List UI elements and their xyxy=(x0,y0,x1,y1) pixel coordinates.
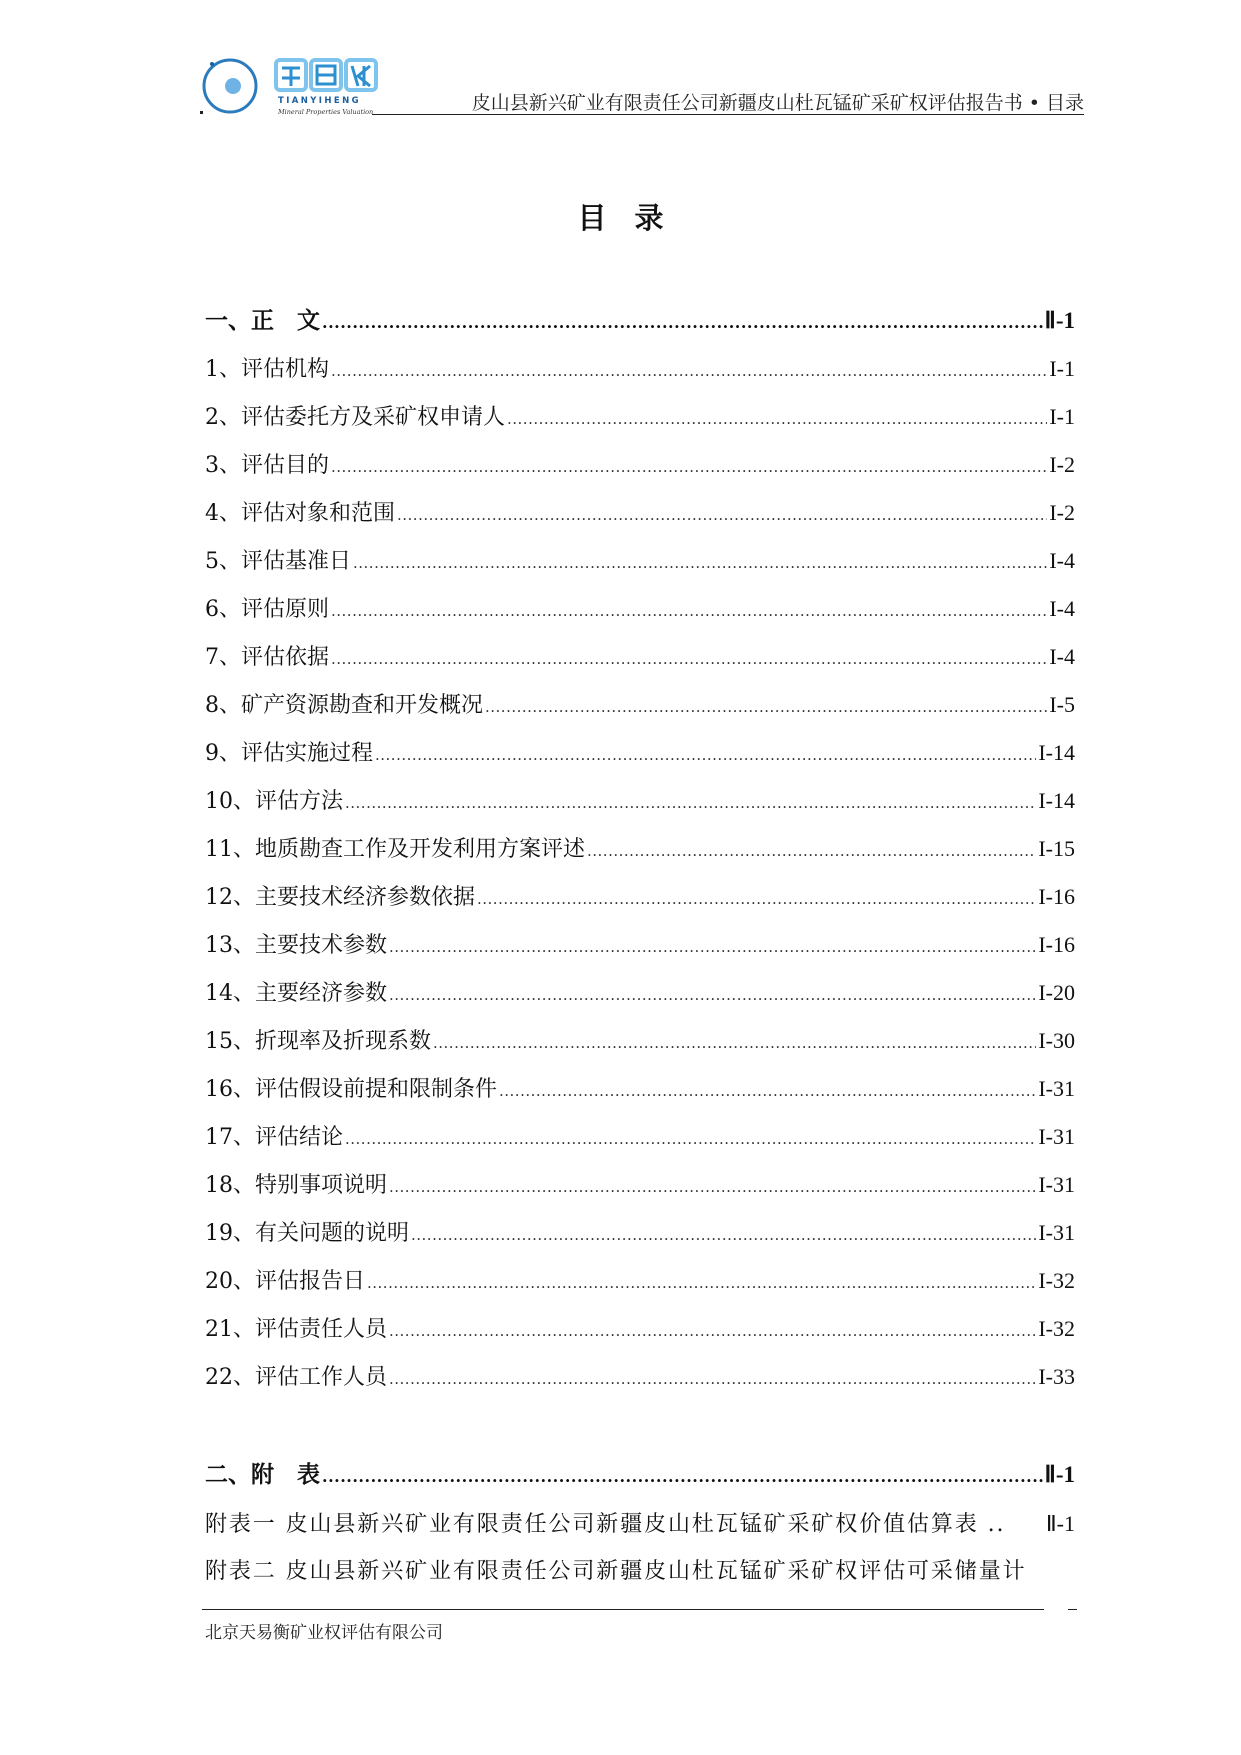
toc-leader xyxy=(397,500,1047,530)
toc-page: I-31 xyxy=(1038,1124,1075,1149)
toc-label: 9、评估实施过程 xyxy=(205,741,373,766)
toc-item[interactable] xyxy=(205,1266,1075,1298)
toc-item[interactable] xyxy=(205,402,1075,434)
toc-leader xyxy=(389,980,1036,1010)
toc-item[interactable] xyxy=(205,1170,1075,1202)
toc-page: I-32 xyxy=(1038,1268,1075,1293)
logo-tagline: Mineral Properties Valuation xyxy=(278,108,374,116)
toc-label: 18、特别事项说明 xyxy=(205,1173,387,1198)
toc-label: 2、评估委托方及采矿权申请人 xyxy=(205,405,505,430)
toc-leader xyxy=(389,1364,1036,1394)
toc-label: 3、评估目的 xyxy=(205,453,329,478)
toc-label: 8、矿产资源勘查和开发概况 xyxy=(205,693,483,718)
toc-item[interactable] xyxy=(205,1122,1075,1154)
toc-item[interactable] xyxy=(205,1026,1075,1058)
header-divider xyxy=(372,114,1084,115)
toc-label: 1、评估机构 xyxy=(205,357,329,382)
toc-item[interactable] xyxy=(205,882,1075,914)
toc-label: 10、评估方法 xyxy=(205,789,343,814)
toc-leader xyxy=(499,1076,1036,1106)
toc-leader xyxy=(322,1462,1043,1492)
toc-leader xyxy=(331,452,1047,482)
toc-page: I-4 xyxy=(1049,644,1075,669)
toc-page: I-4 xyxy=(1049,596,1075,621)
company-logo xyxy=(202,56,382,118)
toc-leader xyxy=(375,740,1036,770)
toc-item[interactable] xyxy=(205,978,1075,1010)
toc-page: Ⅱ-1 xyxy=(1045,1511,1075,1536)
toc-page: I-2 xyxy=(1049,500,1075,525)
toc-label: 6、评估原则 xyxy=(205,597,329,622)
toc-section-appendix-tables[interactable] xyxy=(205,1460,1075,1492)
toc-label: 16、评估假设前提和限制条件 xyxy=(205,1077,497,1102)
toc-item[interactable] xyxy=(205,594,1075,626)
toc-item[interactable] xyxy=(205,738,1075,770)
toc-page: I-31 xyxy=(1038,1076,1075,1101)
toc-page: I-14 xyxy=(1038,788,1075,813)
page-title: 目录 xyxy=(577,201,692,235)
toc-label: 11、地质勘查工作及开发利用方案评述 xyxy=(205,837,585,862)
toc-item[interactable] xyxy=(205,546,1075,578)
header-dot xyxy=(200,111,203,114)
footer-divider xyxy=(202,1609,1044,1610)
logo-wordmark-icon xyxy=(274,56,378,96)
toc-leader xyxy=(367,1268,1036,1298)
toc-page: I-1 xyxy=(1049,404,1075,429)
toc-label: 20、评估报告日 xyxy=(205,1269,365,1294)
toc-appendix-item[interactable] xyxy=(205,1557,1075,1587)
toc-leader xyxy=(411,1220,1036,1250)
toc-leader xyxy=(353,548,1047,578)
toc-page: I-1 xyxy=(1049,356,1075,381)
toc-leader xyxy=(331,596,1047,626)
toc-page: I-31 xyxy=(1038,1220,1075,1245)
toc-page: I-20 xyxy=(1038,980,1075,1005)
toc-leader xyxy=(389,1172,1036,1202)
toc-label: 22、评估工作人员 xyxy=(205,1365,387,1390)
toc-item[interactable] xyxy=(205,498,1075,530)
toc-label: 13、主要技术参数 xyxy=(205,933,387,958)
toc-item[interactable] xyxy=(205,786,1075,818)
toc-appendix-item[interactable] xyxy=(205,1509,1075,1540)
toc-item[interactable] xyxy=(205,354,1075,386)
toc-section-main-text[interactable] xyxy=(205,306,1075,338)
toc-page: I-31 xyxy=(1038,1172,1075,1197)
toc-item[interactable] xyxy=(205,642,1075,674)
page-header xyxy=(202,48,1084,118)
toc-item[interactable] xyxy=(205,834,1075,866)
toc-page: I-30 xyxy=(1038,1028,1075,1053)
toc-label: 附表二 皮山县新兴矿业有限责任公司新疆皮山杜瓦锰矿采矿权评估可采储量计 xyxy=(205,1559,1027,1584)
toc-page: I-16 xyxy=(1038,884,1075,909)
toc-label: 附表一 皮山县新兴矿业有限责任公司新疆皮山杜瓦锰矿采矿权价值估算表 .. xyxy=(205,1512,1006,1537)
toc-leader xyxy=(389,1316,1036,1346)
toc-leader xyxy=(331,356,1047,386)
toc-leader xyxy=(477,884,1036,914)
toc-label: 4、评估对象和范围 xyxy=(205,501,395,526)
toc-item[interactable] xyxy=(205,450,1075,482)
toc-leader xyxy=(331,644,1047,674)
footer-dash xyxy=(1068,1609,1077,1610)
toc-page: I-2 xyxy=(1049,452,1075,477)
toc-label: 19、有关问题的说明 xyxy=(205,1221,409,1246)
toc-label: 7、评估依据 xyxy=(205,645,329,670)
toc-item[interactable] xyxy=(205,690,1075,722)
toc-leader xyxy=(507,404,1047,434)
toc-page: Ⅱ-1 xyxy=(1044,1462,1075,1487)
toc-page: I-32 xyxy=(1038,1316,1075,1341)
header-title: 皮山县新兴矿业有限责任公司新疆皮山杜瓦锰矿采矿权评估报告书 • 目录 xyxy=(471,92,1084,114)
toc-label: 一、正 文 xyxy=(205,307,320,334)
toc-label: 14、主要经济参数 xyxy=(205,981,387,1006)
footer-company: 北京天易衡矿业权评估有限公司 xyxy=(205,1623,443,1643)
toc-page: I-5 xyxy=(1049,692,1075,717)
toc-label: 二、附 表 xyxy=(205,1461,320,1488)
toc-item[interactable] xyxy=(205,1314,1075,1346)
toc-label: 21、评估责任人员 xyxy=(205,1317,387,1342)
toc-item[interactable] xyxy=(205,930,1075,962)
toc-leader xyxy=(345,1124,1036,1154)
toc-label: 15、折现率及折现系数 xyxy=(205,1029,431,1054)
toc-page: I-16 xyxy=(1038,932,1075,957)
toc-label: 12、主要技术经济参数依据 xyxy=(205,885,475,910)
toc-page: I-4 xyxy=(1049,548,1075,573)
toc-page: I-33 xyxy=(1038,1364,1075,1389)
toc-item[interactable] xyxy=(205,1218,1075,1250)
toc-leader xyxy=(485,692,1047,722)
toc-leader xyxy=(587,836,1036,866)
toc-page: I-15 xyxy=(1038,836,1075,861)
toc-page: Ⅱ-1 xyxy=(1044,308,1075,333)
toc-label: 5、评估基准日 xyxy=(205,549,351,574)
toc-leader xyxy=(345,788,1036,818)
toc-leader xyxy=(322,308,1043,338)
toc-item[interactable] xyxy=(205,1362,1075,1394)
toc-leader xyxy=(389,932,1036,962)
toc-item[interactable] xyxy=(205,1074,1075,1106)
toc-page: I-14 xyxy=(1038,740,1075,765)
logo-emblem-icon xyxy=(202,56,282,118)
logo-latin-text: TIANYIHENG xyxy=(278,96,361,106)
toc-label: 17、评估结论 xyxy=(205,1125,343,1150)
toc-leader xyxy=(433,1028,1036,1058)
